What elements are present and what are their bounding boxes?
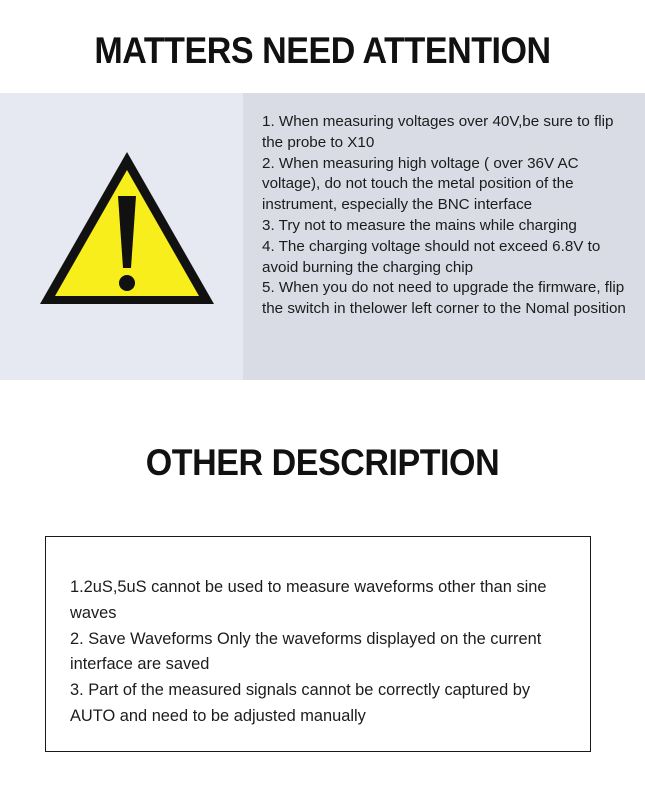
attention-heading: MATTERS NEED ATTENTION [94,30,551,71]
attention-list [262,112,632,320]
attention-item: 3. Try not to measure the mains while charging [262,216,577,234]
attention-item: 4. The charging voltage should not exceed 6.8V to avoid burning the charging chip [262,237,601,276]
other-description-list [70,575,575,730]
description-item: 2. Save Waveforms Only the waveforms displayed on the current interface are saved [70,629,542,674]
description-item: 1.2uS,5uS cannot be used to measure waveforms other than sine waves [70,578,547,622]
description-item: 3. Part of the measured signals cannot be correctly captured by AUTO and need to be adjusted manually [70,681,531,725]
other-description-heading: OTHER DESCRIPTION [145,442,500,483]
attention-item: 1. When measuring voltages over 40V,be sure to flip the probe to X10 [262,113,614,151]
warning-triangle-icon [34,146,220,312]
attention-item: 2. When measuring high voltage ( over 36V AC voltage), do not touch the metal position of the instrument, especially the BNC interface [262,154,579,214]
other-description-box [45,536,591,752]
attention-item: 5. When you do not need to upgrade the firmware, flip the switch in thelower left corner to the Nomal position [262,279,626,318]
